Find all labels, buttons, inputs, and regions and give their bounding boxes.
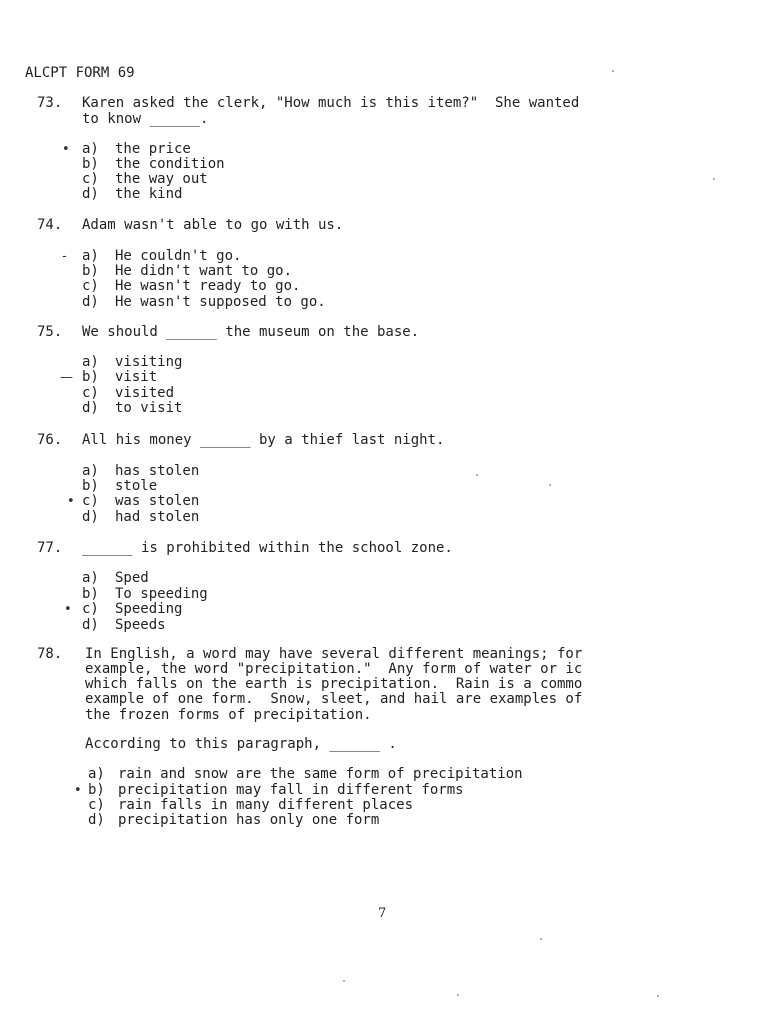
option-text: To speeding [115, 586, 208, 602]
option-text: Speeds [115, 617, 166, 633]
option-letter: a) [82, 141, 99, 157]
option-letter: b) [88, 782, 105, 798]
scan-speck [343, 980, 345, 982]
option-letter: c) [82, 278, 99, 294]
question-stem-line: We should ______ the museum on the base. [82, 324, 420, 340]
option-letter: a) [88, 766, 105, 782]
question-number: 76. [37, 432, 63, 448]
option-text: was stolen [115, 493, 200, 509]
option-letter: d) [82, 400, 99, 416]
option-text: had stolen [115, 509, 200, 525]
option-text: precipitation may fall in different forms [118, 782, 464, 798]
option-letter: c) [88, 797, 105, 813]
option-letter: d) [82, 294, 99, 310]
option-letter: a) [82, 570, 99, 586]
option-text: visiting [115, 354, 183, 370]
answer-mark: • [67, 494, 75, 509]
option-letter: c) [82, 171, 99, 187]
option-letter: c) [82, 385, 99, 401]
option-letter: b) [82, 478, 99, 494]
answer-mark: • [62, 142, 70, 157]
page-number: 7 [378, 906, 387, 921]
option-letter: a) [82, 463, 99, 479]
option-text: Sped [115, 570, 149, 586]
option-text: the way out [115, 171, 208, 187]
answer-mark: - [62, 249, 67, 264]
passage-line: example of one form. Snow, sleet, and hail are examples of [85, 691, 583, 707]
option-text: the kind [115, 186, 183, 202]
option-text: rain falls in many different places [118, 797, 414, 813]
form-title: ALCPT FORM 69 [25, 65, 135, 81]
option-letter: b) [82, 156, 99, 172]
passage-line: example, the word "precipitation." Any form of water or ic [85, 661, 583, 677]
option-letter: b) [82, 263, 99, 279]
question-stem-line: ______ is prohibited within the school zone. [82, 540, 453, 556]
option-text: to visit [115, 400, 183, 416]
option-text: the price [115, 141, 191, 157]
question-prompt: According to this paragraph, ______ . [85, 736, 397, 752]
question-number: 78. [37, 646, 63, 662]
scan-speck [457, 994, 459, 996]
scan-speck [713, 178, 715, 180]
option-text: stole [115, 478, 158, 494]
option-text: visited [115, 385, 175, 401]
scan-speck [549, 484, 551, 486]
passage-line: the frozen forms of precipitation. [85, 707, 372, 723]
question-number: 75. [37, 324, 63, 340]
answer-mark: • [64, 602, 72, 617]
question-number: 77. [37, 540, 63, 556]
question-stem-line: Karen asked the clerk, "How much is this item?" She wanted [82, 95, 580, 111]
option-text: He wasn't ready to go. [115, 278, 301, 294]
option-text: precipitation has only one form [118, 812, 380, 828]
scan-speck [657, 995, 659, 997]
question-stem-line: All his money ______ by a thief last night. [82, 432, 445, 448]
option-letter: d) [82, 186, 99, 202]
passage-line: which falls on the earth is precipitation. Rain is a commo [85, 676, 583, 692]
option-letter: c) [82, 493, 99, 509]
option-text: He couldn't go. [115, 248, 242, 264]
option-letter: b) [82, 586, 99, 602]
option-text: has stolen [115, 463, 200, 479]
question-stem-line: to know ______. [82, 111, 209, 127]
option-text: He wasn't supposed to go. [115, 294, 326, 310]
question-number: 73. [37, 95, 63, 111]
option-text: He didn't want to go. [115, 263, 293, 279]
option-letter: a) [82, 354, 99, 370]
option-letter: a) [82, 248, 99, 264]
question-number: 74. [37, 217, 63, 233]
answer-mark: — [60, 370, 73, 385]
answer-mark: • [74, 783, 82, 798]
question-stem-line: Adam wasn't able to go with us. [82, 217, 344, 233]
option-letter: d) [82, 617, 99, 633]
scan-speck [612, 70, 614, 72]
passage-line: In English, a word may have several different meanings; for [85, 646, 583, 662]
option-text: the condition [115, 156, 225, 172]
option-text: rain and snow are the same form of precipitation [118, 766, 523, 782]
scan-speck [540, 938, 542, 940]
option-letter: d) [88, 812, 105, 828]
option-letter: b) [82, 369, 99, 385]
option-text: Speeding [115, 601, 183, 617]
scan-speck [476, 474, 478, 476]
option-letter: c) [82, 601, 99, 617]
option-text: visit [115, 369, 158, 385]
option-letter: d) [82, 509, 99, 525]
